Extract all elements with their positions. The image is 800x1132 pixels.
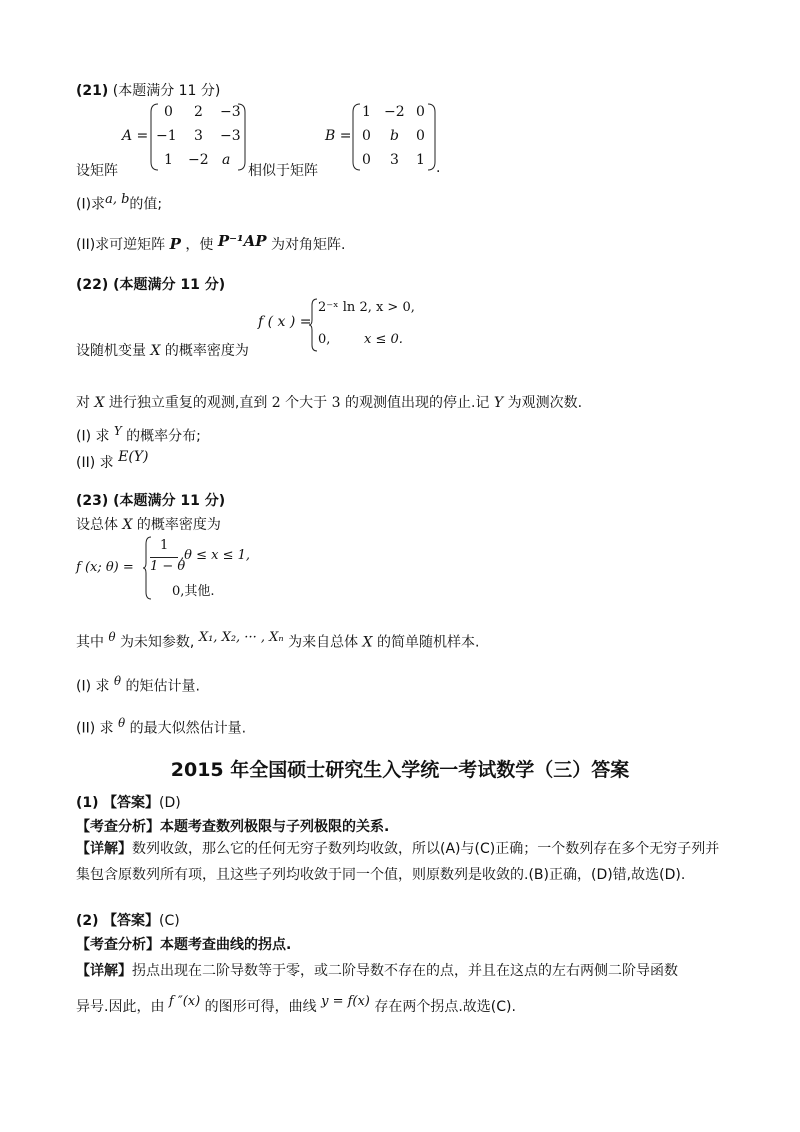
answer-2-tag: 【答案】	[103, 913, 159, 929]
matrix-a-cell: −3	[220, 128, 241, 144]
detail-text: 异号.因此，由	[76, 999, 165, 1015]
answer-2-number: (2)	[76, 913, 99, 929]
matrix-a-cell: a	[222, 152, 231, 168]
answer-1-line	[76, 792, 181, 812]
detail-tag: 【详解】	[76, 841, 132, 857]
q23-stem-suffix: 的概率密度为	[136, 517, 221, 533]
detail-text: 数列收敛，那么它的任何无穷子数列均收敛，所以(A)与(C)正确；一个数列存在多个无穷子列并集包含原数列所有项，且这些子列均收敛于同一个值，则原数列是收敛的.(B)正确，(D)错,故选(D).	[76, 841, 720, 883]
q22-text: 个大于	[285, 395, 328, 411]
matrix-a-cell: 0	[164, 104, 173, 120]
q22-stem-var: X	[150, 343, 161, 359]
matrix-b-cell: 0	[416, 104, 425, 120]
analysis-tag: 【考查分析】	[76, 937, 160, 953]
q23-part2-suffix: 的最大似然估计量.	[129, 720, 247, 737]
matrix-b-label: B =	[325, 128, 352, 144]
q23-frac-den: 1 − θ	[150, 559, 186, 574]
q22-stem-suffix: 的概率密度为	[164, 343, 249, 359]
q21-part1-prefix: (I)求	[76, 196, 106, 213]
answer-1-analysis	[76, 816, 389, 836]
q23-part1	[76, 674, 200, 696]
detail-tag: 【详解】	[76, 963, 132, 979]
q22-part1-prefix: (I) 求	[76, 428, 110, 445]
q22-observation-line	[76, 392, 582, 412]
q22-text: 为观测次数.	[507, 395, 583, 411]
q22-pdf-case1: 2⁻ˣ ln 2, x > 0,	[318, 300, 415, 315]
q22-pdf-label: f ( x ) =	[258, 314, 312, 330]
q22-heading: (22) (本题满分 11 分)	[76, 277, 226, 293]
matrix-b	[352, 102, 436, 172]
curve-expr: y = f(x)	[321, 994, 370, 1009]
q23-frac-bar	[150, 557, 178, 558]
answer-2-analysis	[76, 934, 291, 954]
q22-pdf-case2-val: 0,	[318, 332, 331, 347]
matrix-a	[150, 102, 246, 172]
q23-var-x: X	[362, 634, 373, 651]
q22-text: 的观测值出现的停止.记	[344, 395, 490, 411]
matrix-b-cell: 1	[362, 104, 371, 120]
q23-pdf-label: f (x; θ) =	[76, 560, 134, 575]
matrix-b-cell: 1	[416, 152, 425, 168]
answer-1-number: (1)	[76, 795, 99, 811]
q22-pdf-brace	[308, 298, 318, 352]
q21-heading-line	[76, 80, 220, 100]
q22-part1	[76, 424, 201, 446]
q21-score: (本题满分 11 分)	[108, 83, 221, 99]
q23-heading: (23) (本题满分 11 分)	[76, 493, 226, 509]
q22-pdf-case2-cond: x ≤ 0.	[364, 332, 403, 347]
q21-part2-p: P	[169, 235, 181, 253]
q22-part2	[76, 449, 149, 472]
q21-stem-mid: 相似于矩阵	[248, 163, 318, 179]
matrix-b-cell: −2	[384, 104, 405, 120]
q23-text: 其中	[76, 634, 104, 651]
answer-2-line	[76, 910, 180, 930]
q23-part2-prefix: (II) 求	[76, 720, 114, 737]
q21-part1-suffix: 的值;	[129, 196, 163, 213]
q23-stem	[76, 514, 221, 534]
second-derivative-expr: f ″(x)	[168, 994, 201, 1009]
matrix-b-cell: 0	[416, 128, 425, 144]
q22-number: 3	[331, 395, 341, 411]
q23-stem-var: X	[122, 517, 133, 533]
answer-1-value: (D)	[159, 795, 181, 811]
q21-heading: (21)	[76, 83, 109, 99]
q23-theta: θ	[108, 630, 116, 644]
q22-var-y: Y	[493, 395, 504, 411]
q21-part2-mid: ，使	[185, 237, 214, 253]
matrix-a-cell: 3	[194, 128, 203, 144]
q22-text: 进行独立重复的观测,直到	[108, 395, 268, 411]
answer-1-tag: 【答案】	[103, 795, 159, 811]
q23-sample: X₁, X₂, ··· , Xₙ	[198, 629, 284, 645]
matrix-b-cell: 0	[362, 128, 371, 144]
q23-sample-line	[76, 630, 479, 652]
q23-part1-suffix: 的矩估计量.	[125, 678, 200, 695]
q23-part2-theta: θ	[118, 716, 126, 730]
q21-part1	[76, 192, 162, 214]
matrix-b-cell: 3	[390, 152, 399, 168]
q21-part1-vars: a, b	[105, 192, 130, 207]
analysis-text: 本题考查曲线的拐点.	[160, 937, 292, 953]
q23-text: 为来自总体	[288, 634, 359, 651]
answers-title: 2015 年全国硕士研究生入学统一考试数学（三）答案	[170, 759, 630, 781]
q23-part1-theta: θ	[113, 674, 121, 688]
q22-stem-prefix: 设随机变量	[76, 343, 146, 359]
detail-text: 拐点出现在二阶导数等于零，或二阶导数不存在的点，并且在这点的左右两侧二阶导函数	[132, 963, 678, 979]
q22-part2-prefix: (II) 求	[76, 455, 114, 471]
q22-part2-expr: E(Y)	[118, 449, 149, 465]
matrix-b-cell: 0	[362, 152, 371, 168]
q21-stem-end: .	[436, 160, 441, 176]
matrix-a-cell: 2	[194, 104, 203, 120]
q21-part2-prefix: (II)求可逆矩阵	[76, 237, 166, 253]
q23-part2	[76, 716, 246, 738]
matrix-a-cell: −2	[188, 152, 209, 168]
q23-text: 为未知参数,	[119, 634, 195, 651]
q23-frac-num: 1	[160, 538, 169, 553]
q21-part2-suffix: 为对角矩阵.	[270, 237, 346, 253]
detail-text: 的图形可得，曲线	[204, 999, 317, 1015]
q22-number: 2	[271, 395, 281, 411]
answer-2-detail-line2	[76, 996, 516, 1016]
q21-part2-expr: P⁻¹AP	[217, 232, 267, 250]
matrix-a-cell: 1	[164, 152, 173, 168]
matrix-a-cell: −3	[220, 104, 241, 120]
matrix-b-cell: b	[390, 128, 399, 144]
answer-2-detail	[76, 960, 678, 980]
detail-text: 存在两个拐点.故选(C).	[374, 999, 516, 1015]
q22-part1-suffix: 的概率分布;	[126, 428, 201, 445]
q22-text: 对	[76, 395, 90, 411]
q23-text: 的简单随机样本.	[376, 634, 480, 651]
q23-case1-cond: ,θ ≤ x ≤ 1,	[180, 548, 251, 563]
q22-part1-var: Y	[113, 424, 122, 438]
analysis-tag: 【考查分析】	[76, 819, 160, 835]
q21-stem-prefix: 设矩阵	[76, 163, 118, 179]
q23-stem-prefix: 设总体	[76, 517, 118, 533]
matrix-a-label: A =	[122, 128, 149, 144]
answer-1-detail	[76, 836, 726, 888]
q23-part1-prefix: (I) 求	[76, 678, 110, 695]
q21-part2	[76, 234, 345, 254]
matrix-a-cell: −1	[156, 128, 177, 144]
q23-case2: 0,其他.	[172, 584, 215, 599]
q22-stem	[76, 340, 249, 360]
analysis-text: 本题考查数列极限与子列极限的关系.	[160, 819, 390, 835]
answer-2-value: (C)	[159, 913, 180, 929]
q22-var-x: X	[94, 395, 105, 411]
